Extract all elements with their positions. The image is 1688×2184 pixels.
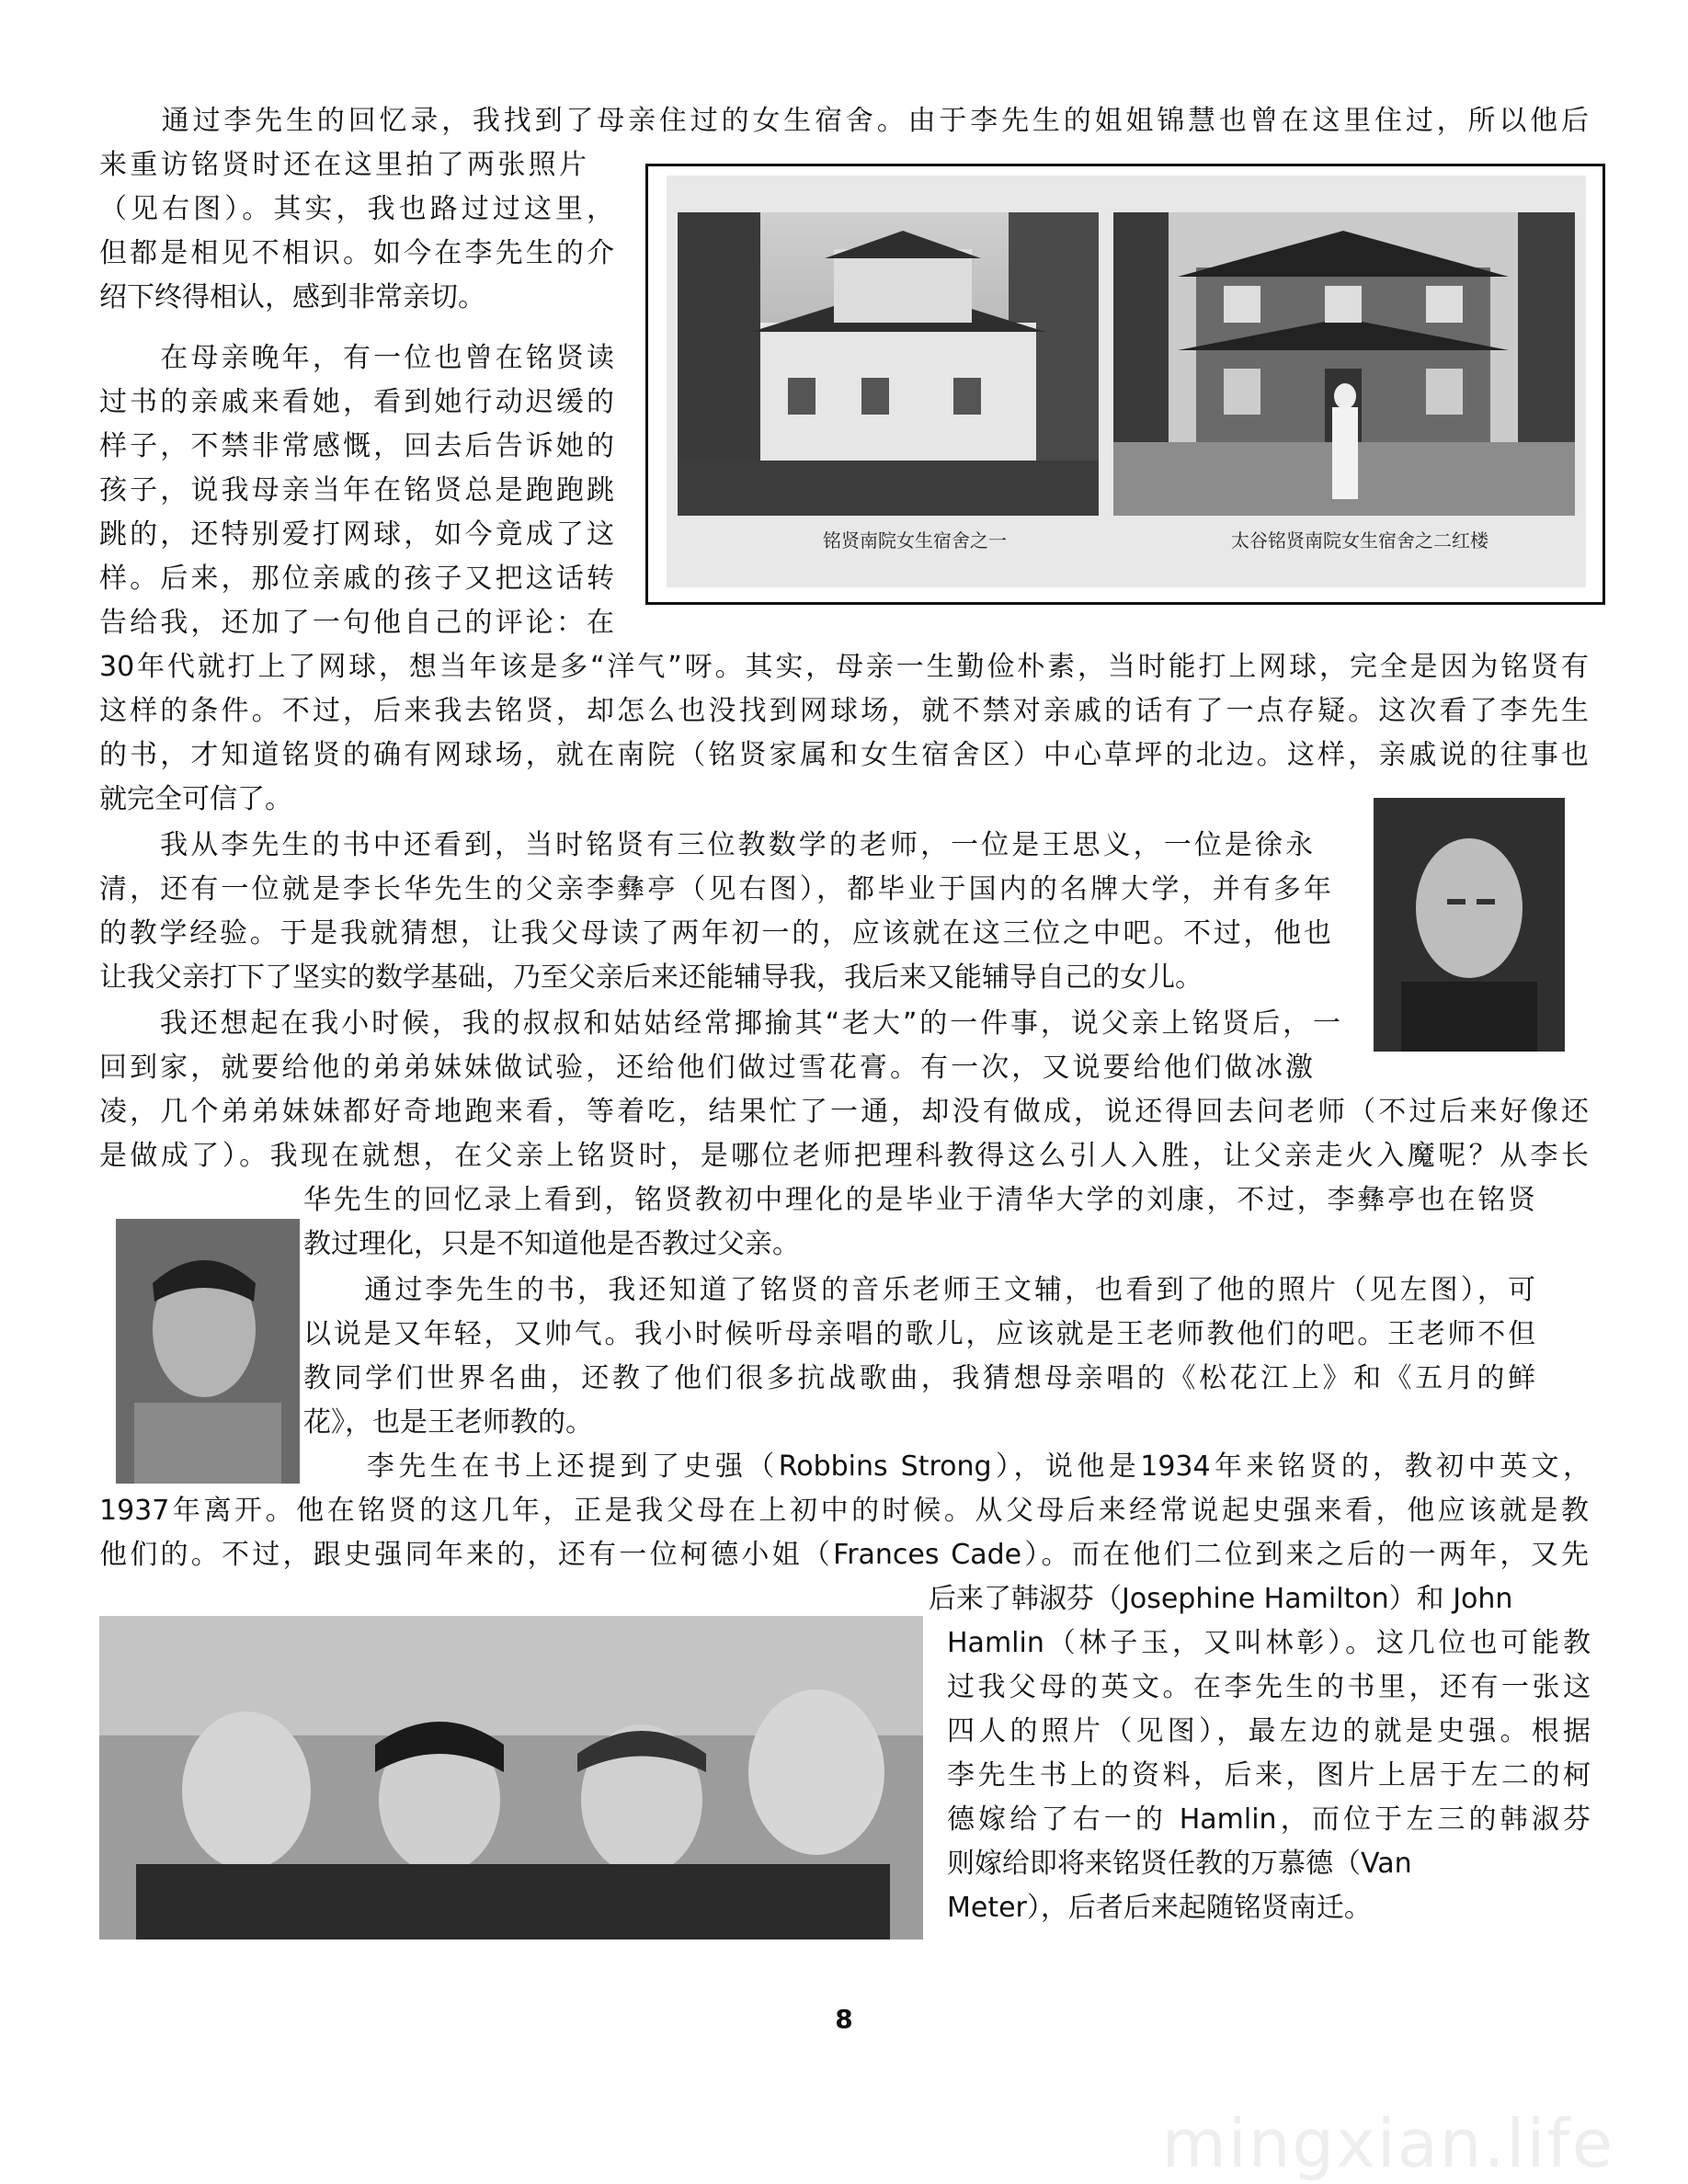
text-line: 后来了韩淑芬（Josephine Hamilton）和 John: [929, 1583, 1513, 1615]
text-line: 他们的。不过，跟史强同年来的，还有一位柯德小姐（Frances Cade）。而在他们二位到来之后的一两年，又先: [99, 1539, 1589, 1571]
text-line: 的书，才知道铭贤的确有网球场，就在南院（铭贤家属和女生宿舍区）中心草坪的北边。这样，亲戚说的往事也: [99, 739, 1589, 771]
portrait-wang-wenfu: [116, 1219, 300, 1484]
text-line: Hamlin（林子玉，又叫林彰）。这几位也可能教: [947, 1627, 1591, 1659]
text-line: 告给我，还加了一句他自己的评论：在: [99, 607, 614, 639]
text-line: 样子，不禁非常感慨，回去后告诉她的: [99, 430, 614, 462]
text-line: 让我父亲打下了坚实的数学基础，乃至父亲后来还能辅导我，我后来又能辅导自己的女儿。: [99, 961, 1203, 994]
dormitory-photo-1: [678, 212, 1099, 516]
dormitory-photos-panel: [645, 164, 1605, 605]
text-line: Meter），后者后来起随铭贤南迁。: [947, 1892, 1372, 1924]
text-line: 的教学经验。于是我就猜想，让我父母读了两年初一的，应该就在这三位之中吧。不过，他也: [99, 917, 1331, 950]
text-line: 我还想起在我小时候，我的叔叔和姑姑经常揶揄其“老大”的一件事，说父亲上铭贤后，一: [99, 1007, 1340, 1040]
text-line: 华先生的回忆录上看到，铭贤教初中理化的是毕业于清华大学的刘康，不过，李彝亭也在铭贤: [303, 1184, 1535, 1216]
dormitory-photo-2: [1113, 212, 1575, 516]
text-line: 是做成了）。我现在就想，在父亲上铭贤时，是哪位老师把理科教得这么引人入胜，让父亲走火入魔呢？从李长: [99, 1140, 1589, 1172]
text-line: 教过理化，只是不知道他是否教过父亲。: [303, 1228, 800, 1260]
text-line: 教同学们世界名曲，还教了他们很多抗战歌曲，我猜想母亲唱的《松花江上》和《五月的鲜: [303, 1362, 1535, 1394]
text-line: 李先生书上的资料，后来，图片上居于左二的柯: [947, 1759, 1591, 1792]
caption-right: 太谷铭贤南院女生宿舍之二红楼: [1231, 529, 1488, 552]
text-line: 跳的，还特别爱打网球，如今竟成了这: [99, 518, 614, 551]
text-line: 凌，几个弟弟妹妹都好奇地跑来看，等着吃，结果忙了一通，却没有做成，说还得回去问老师（不过后来好像还: [99, 1096, 1589, 1128]
text-line: 30年代就打上了网球，想当年该是多“洋气”呀。其实，母亲一生勤俭朴素，当时能打上网球，完全是因为铭贤有: [99, 651, 1589, 683]
text-line: 回到家，就要给他的弟弟妹妹做试验，还给他们做过雪花膏。有一次，又说要给他们做冰激: [99, 1052, 1313, 1084]
text-line: 绍下终得相认，感到非常亲切。: [99, 281, 485, 313]
page-number: 8: [835, 2004, 853, 2034]
portrait-li-yiting: [1374, 798, 1565, 1052]
text-line: 但都是相见不相识。如今在李先生的介: [99, 237, 614, 269]
text-line: 花》，也是王老师教的。: [303, 1406, 593, 1439]
text-line: 孩子，说我母亲当年在铭贤总是跑跑跳: [99, 474, 614, 506]
caption-left: 铭贤南院女生宿舍之一: [823, 529, 1007, 552]
watermark: mingxian.life: [1161, 2105, 1614, 2182]
text-line: 过我父母的英文。在李先生的书里，还有一张这: [947, 1671, 1591, 1703]
text-line: 样。后来，那位亲戚的孩子又把这话转: [99, 563, 614, 595]
text-line: 清，还有一位就是李长华先生的父亲李彝亭（见右图），都毕业于国内的名牌大学，并有多年: [99, 873, 1331, 905]
text-line: 过书的亲戚来看她，看到她行动迟缓的: [99, 386, 614, 418]
text-line: 这样的条件。不过，后来我去铭贤，却怎么也没找到网球场，就不禁对亲戚的话有了一点存疑。这次看了李先生: [99, 695, 1589, 727]
text-line: 李先生在书上还提到了史强（Robbins Strong），说他是1934年来铭贤的，教初中英文，: [303, 1450, 1591, 1483]
text-line: 我从李先生的书中还看到，当时铭贤有三位教数学的老师，一位是王思义，一位是徐永: [99, 829, 1313, 861]
text-line: （见右图）。其实，我也路过过这里，: [99, 193, 614, 225]
text-line: 在母亲晚年，有一位也曾在铭贤读: [99, 342, 614, 374]
text-line: 通过李先生的书，我还知道了铭贤的音乐老师王文辅，也看到了他的照片（见左图），可: [303, 1274, 1535, 1306]
text-line: 以说是又年轻，又帅气。我小时候听母亲唱的歌儿，应该就是王老师教他们的吧。王老师不但: [303, 1318, 1535, 1350]
text-line: 1937年离开。他在铭贤的这几年，正是我父母在上初中的时候。从父母后来经常说起史强来看，他应该就是教: [99, 1495, 1589, 1527]
teachers-group-photo: [99, 1616, 923, 1939]
text-line: 通过李先生的回忆录，我找到了母亲住过的女生宿舍。由于李先生的姐姐锦慧也曾在这里住过，所以他后: [99, 105, 1589, 137]
text-line: 德嫁给了右一的 Hamlin，而位于左三的韩淑芬: [947, 1803, 1591, 1836]
text-line: 就完全可信了。: [99, 783, 292, 815]
text-line: 来重访铭贤时还在这里拍了两张照片: [99, 149, 587, 181]
text-line: 则嫁给即将来铭贤任教的万慕德（Van: [947, 1848, 1412, 1880]
text-line: 四人的照片（见图），最左边的就是史强。根据: [947, 1715, 1591, 1747]
